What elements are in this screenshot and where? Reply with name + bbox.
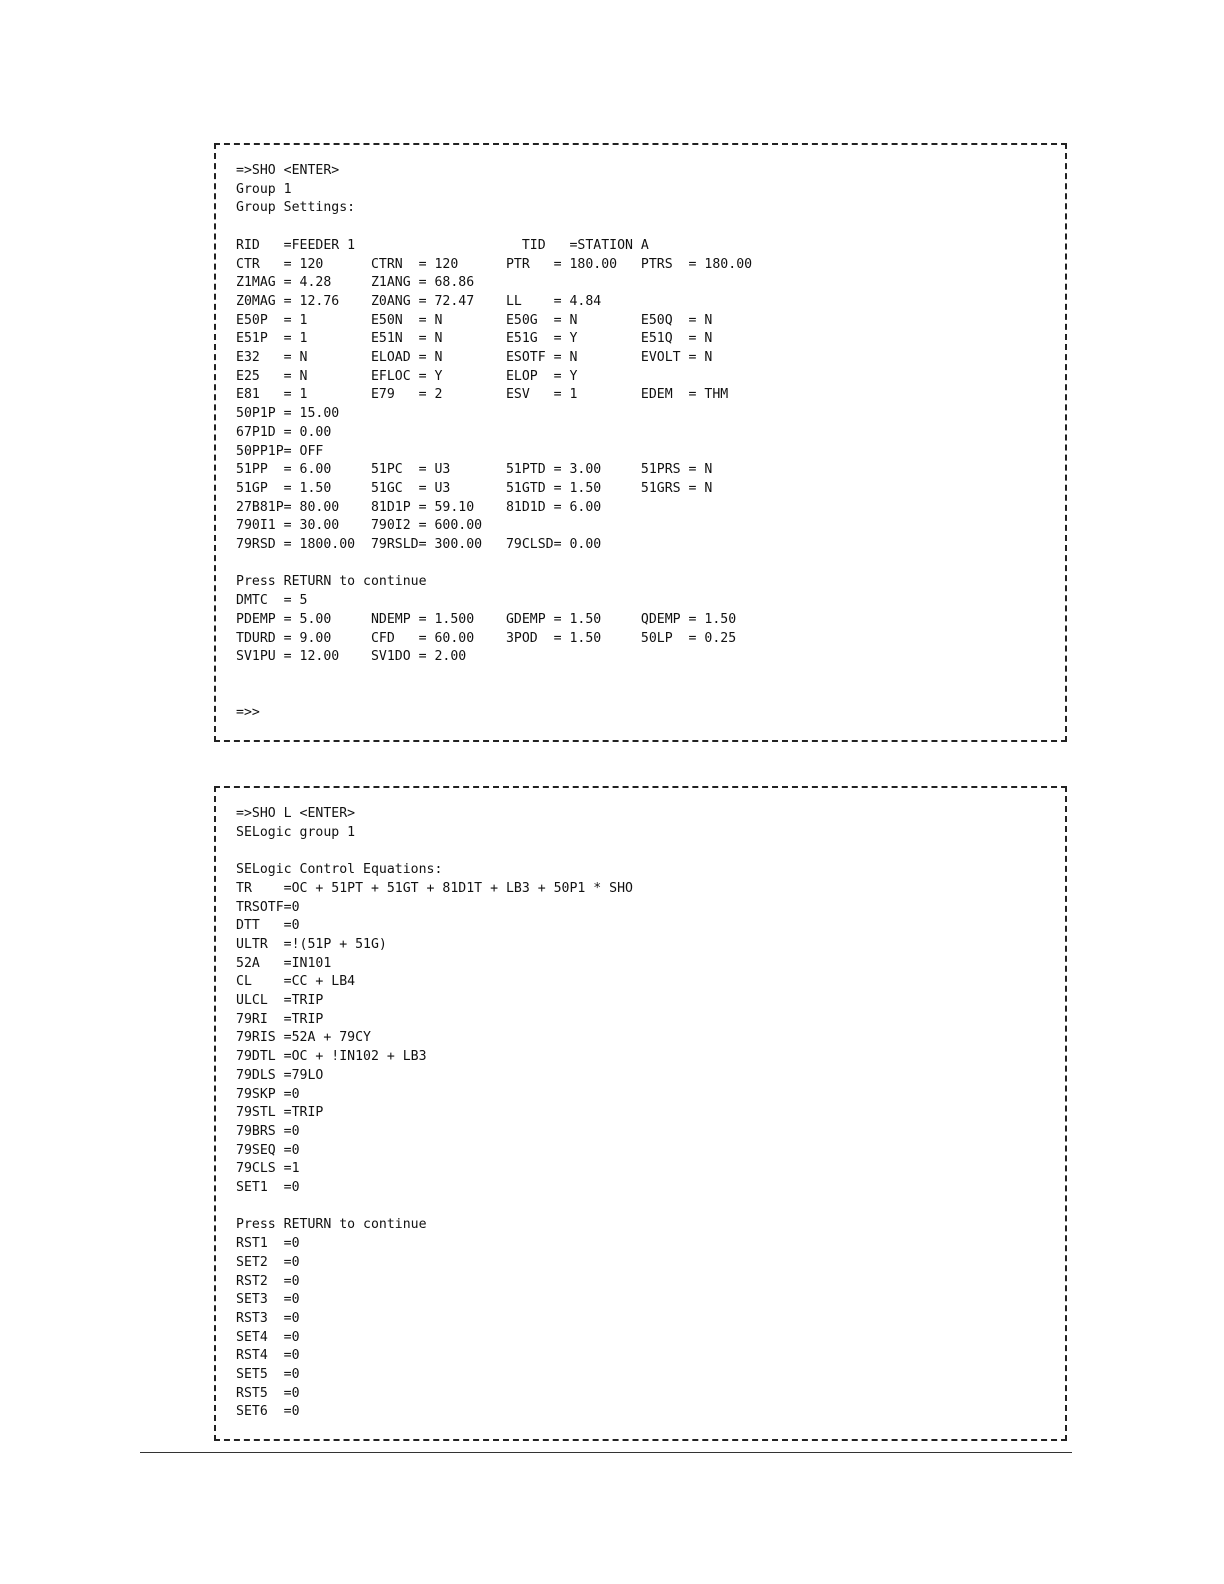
terminal-line: E25 = N EFLOC = Y ELOP = Y [236,368,578,384]
terminal-line: 51GP = 1.50 51GC = U3 51GTD = 1.50 51GRS = N [236,480,713,496]
terminal-line: SV1PU = 12.00 SV1DO = 2.00 [236,649,467,665]
terminal-line: ULCL =TRIP [236,993,324,1009]
terminal-output-settings [214,143,1067,742]
terminal-line: Press RETURN to continue [236,1217,427,1233]
terminal-line: DTT =0 [236,918,300,934]
terminal-line: 790I1 = 30.00 790I2 = 600.00 [236,518,483,534]
terminal-line: =>SHO L <ENTER> [236,806,356,821]
terminal-line: Press RETURN to continue [236,574,427,590]
terminal-line: SELogic group 1 [236,824,356,840]
terminal-line: SET6 =0 [236,1404,300,1420]
terminal-line: 79CLS =1 [236,1161,300,1177]
terminal-line: DMTC = 5 [236,593,308,609]
terminal-line: RID =FEEDER 1 TID =STATION A [236,237,649,253]
terminal-line: 79STL =TRIP [236,1105,324,1121]
terminal-line: 79DTL =OC + !IN102 + LB3 [236,1049,427,1065]
terminal-line: RST1 =0 [236,1236,300,1252]
terminal-line: CL =CC + LB4 [236,974,356,990]
terminal-line: 79SKP =0 [236,1086,300,1102]
terminal-line: 52A =IN101 [236,955,332,971]
settings-listing [236,162,752,723]
terminal-line [236,686,752,705]
terminal-line: RST4 =0 [236,1348,300,1364]
terminal-line [236,842,633,861]
terminal-line: CTR = 120 CTRN = 120 PTR = 180.00 PTRS = 180.00 [236,256,753,272]
terminal-line: 27B81P= 80.00 81D1P = 59.10 81D1D = 6.00 [236,499,602,515]
terminal-line: ULTR =!(51P + 51G) [236,936,387,952]
terminal-line: TDURD = 9.00 CFD = 60.00 3POD = 1.50 50LP = 0.25 [236,630,737,646]
terminal-line: SET1 =0 [236,1180,300,1196]
terminal-line: Z1MAG = 4.28 Z1ANG = 68.86 [236,275,475,291]
terminal-line: E32 = N ELOAD = N ESOTF = N EVOLT = N [236,350,713,366]
terminal-line: 50PP1P= OFF [236,443,324,459]
terminal-line: SET4 =0 [236,1329,300,1345]
terminal-line: 79RIS =52A + 79CY [236,1030,371,1046]
footer-divider [140,1452,1072,1453]
terminal-line: PDEMP = 5.00 NDEMP = 1.500 GDEMP = 1.50 QDEMP = 1.50 [236,611,737,627]
terminal-line: E50P = 1 E50N = N E50G = N E50Q = N [236,312,713,328]
terminal-line: RST5 =0 [236,1385,300,1401]
terminal-line: =>> [236,705,260,721]
terminal-line: SET5 =0 [236,1367,300,1383]
terminal-line: TR =OC + 51PT + 51GT + 81D1T + LB3 + 50P1 * SHO [236,880,633,896]
terminal-line [236,555,752,574]
terminal-line [236,218,752,237]
terminal-line: 79RSD = 1800.00 79RSLD= 300.00 79CLSD= 0.00 [236,537,602,553]
terminal-line: 67P1D = 0.00 [236,424,332,440]
terminal-line: SET3 =0 [236,1292,300,1308]
terminal-line: TRSOTF=0 [236,899,300,915]
terminal-line: Z0MAG = 12.76 Z0ANG = 72.47 LL = 4.84 [236,293,602,309]
terminal-output-selogic [214,786,1067,1441]
selogic-listing [236,805,633,1422]
terminal-line: 79SEQ =0 [236,1142,300,1158]
terminal-line: Group 1 [236,181,292,197]
terminal-line: E51P = 1 E51N = N E51G = Y E51Q = N [236,331,713,347]
terminal-line: 79RI =TRIP [236,1011,324,1027]
terminal-line: Group Settings: [236,200,356,216]
terminal-line: RST3 =0 [236,1310,300,1326]
terminal-line [236,667,752,686]
terminal-line [236,1198,633,1217]
terminal-line: 79BRS =0 [236,1123,300,1139]
terminal-line: =>SHO <ENTER> [236,163,340,178]
terminal-line: 51PP = 6.00 51PC = U3 51PTD = 3.00 51PRS = N [236,462,713,478]
terminal-line: 79DLS =79LO [236,1067,324,1083]
terminal-line: SELogic Control Equations: [236,862,443,878]
terminal-line: RST2 =0 [236,1273,300,1289]
terminal-line: SET2 =0 [236,1254,300,1270]
terminal-line: E81 = 1 E79 = 2 ESV = 1 EDEM = THM [236,387,729,403]
terminal-line: 50P1P = 15.00 [236,406,340,422]
